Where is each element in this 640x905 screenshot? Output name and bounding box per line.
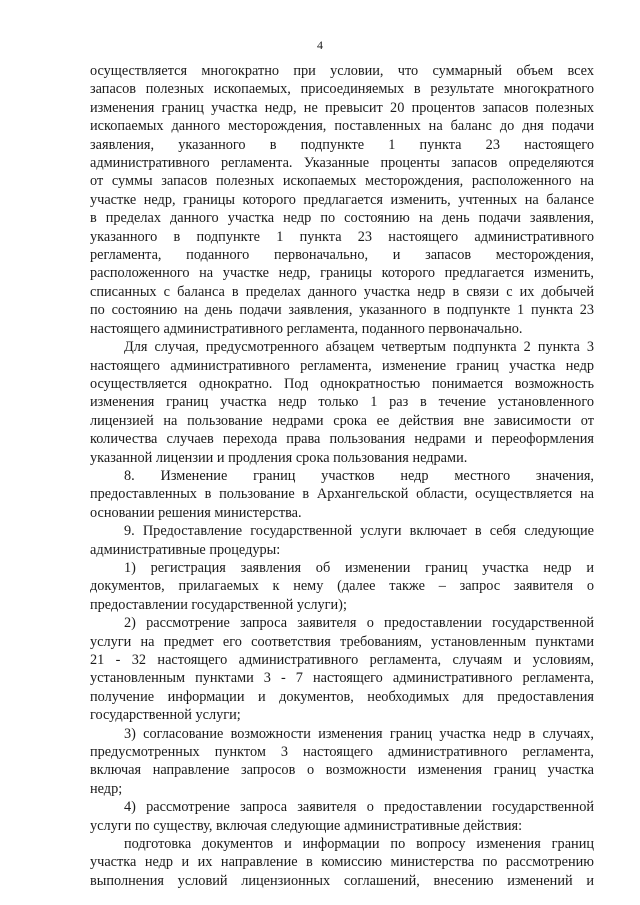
text-line: 3) согласование возможности изменения границ участка недр в случаях, <box>124 725 594 742</box>
text-line: изменения границ участка недр, не превысит 20 процентов запасов полезных <box>90 99 594 116</box>
text-line: осуществляется многократно при условии, что суммарный объем всех <box>90 63 594 79</box>
text-line: по состоянию на день подачи заявления, указанного в подпункте 1 пункта 23 <box>90 302 594 319</box>
text-line: расположенного на участке недр, границы которого предлагается изменить, <box>90 265 594 282</box>
text-line: включая направление запросов о возможности изменения границ участка <box>90 762 594 779</box>
text-line: указанного в подпункте 1 пункта 23 настоящего административного <box>90 228 594 245</box>
text-line: 8. Изменение границ участков недр местного значения, <box>124 467 594 484</box>
text-line: в пределах данного участка недр по состоянию на день подачи заявления, <box>90 210 594 227</box>
text-line: услуги на предмет его соответствия требованиям, установленным пунктами <box>90 633 594 650</box>
body-text <box>90 62 594 890</box>
text-line: от суммы запасов полезных ископаемых месторождения, расположенного на <box>90 173 594 190</box>
text-line: 1) регистрация заявления об изменении границ участка недр и <box>124 559 594 576</box>
text-line: запасов полезных ископаемых, присоединяемых в результате многократного <box>90 81 594 98</box>
text-line: подготовка документов и информации по вопросу изменения границ <box>124 836 594 853</box>
text-line: получение информации и документов, необходимых для предоставления <box>90 688 594 705</box>
text-line: изменения границ участка недр только 1 раз в течение установленного <box>90 394 594 411</box>
text-line: 21 - 32 настоящего административного регламента, случаям и условиям, <box>90 652 594 668</box>
text-line: заявления, указанного в подпункте 1 пункта 23 настоящего <box>90 136 594 153</box>
text-line: участка недр и их направление в комиссию министерства по рассмотрению <box>90 854 594 871</box>
text-line: количества случаев перехода права пользования недрами и переоформления <box>90 431 594 448</box>
text-line: лицензией на пользование недрами срока ее действия вне зависимости от <box>90 412 594 429</box>
page-number: 4 <box>317 38 323 52</box>
text-line: настоящего административного регламента, изменение границ участка недр <box>90 357 594 374</box>
text-line: осуществляется однократно. Под однократностью понимается возможность <box>90 375 594 392</box>
text-line: регламента, поданного первоначально, и запасов месторождения, <box>90 247 594 264</box>
text-line: указанной лицензии и продления срока пользования недрами. <box>90 449 468 466</box>
text-line: предоставленных в пользование в Архангельской области, осуществляется на <box>90 486 594 503</box>
text-line: 4) рассмотрение запроса заявителя о предоставлении государственной <box>124 799 594 816</box>
text-line: установленным пунктами 3 - 7 настоящего административного регламента, <box>90 670 594 687</box>
text-line: ископаемых данного месторождения, поставленных на баланс до дня подачи <box>90 118 594 135</box>
text-line: предоставлении государственной услуги); <box>90 596 347 613</box>
text-line: административные процедуры: <box>90 541 281 558</box>
text-line: государственной услуги; <box>90 707 241 724</box>
text-line: Для случая, предусмотренного абзацем четвертым подпункта 2 пункта 3 <box>124 339 594 356</box>
text-line: документов, прилагаемых к нему (далее также – запрос заявителя о <box>90 578 594 595</box>
text-line: административного регламента. Указанные проценты запасов определяются <box>90 155 594 172</box>
text-line: предусмотренных пунктом 3 настоящего административного регламента, <box>90 744 594 761</box>
text-line: услуги по существу, включая следующие административные действия: <box>90 817 523 834</box>
text-line: списанных с баланса в пределах данного участка недр в связи с их добычей <box>90 283 594 300</box>
text-line: 9. Предоставление государственной услуги включает в себя следующие <box>124 523 594 540</box>
text-line: настоящего административного регламента, поданного первоначально. <box>90 320 523 337</box>
text-line: участке недр, границы которого предлагается изменить, учтенных на балансе <box>90 191 594 208</box>
text-line: недр; <box>90 780 123 797</box>
text-line: основании решения министерства. <box>90 504 302 521</box>
text-line: 2) рассмотрение запроса заявителя о предоставлении государственной <box>124 615 594 632</box>
text-line: выполнения условий лицензионных соглашений, внесению изменений и <box>90 872 594 889</box>
